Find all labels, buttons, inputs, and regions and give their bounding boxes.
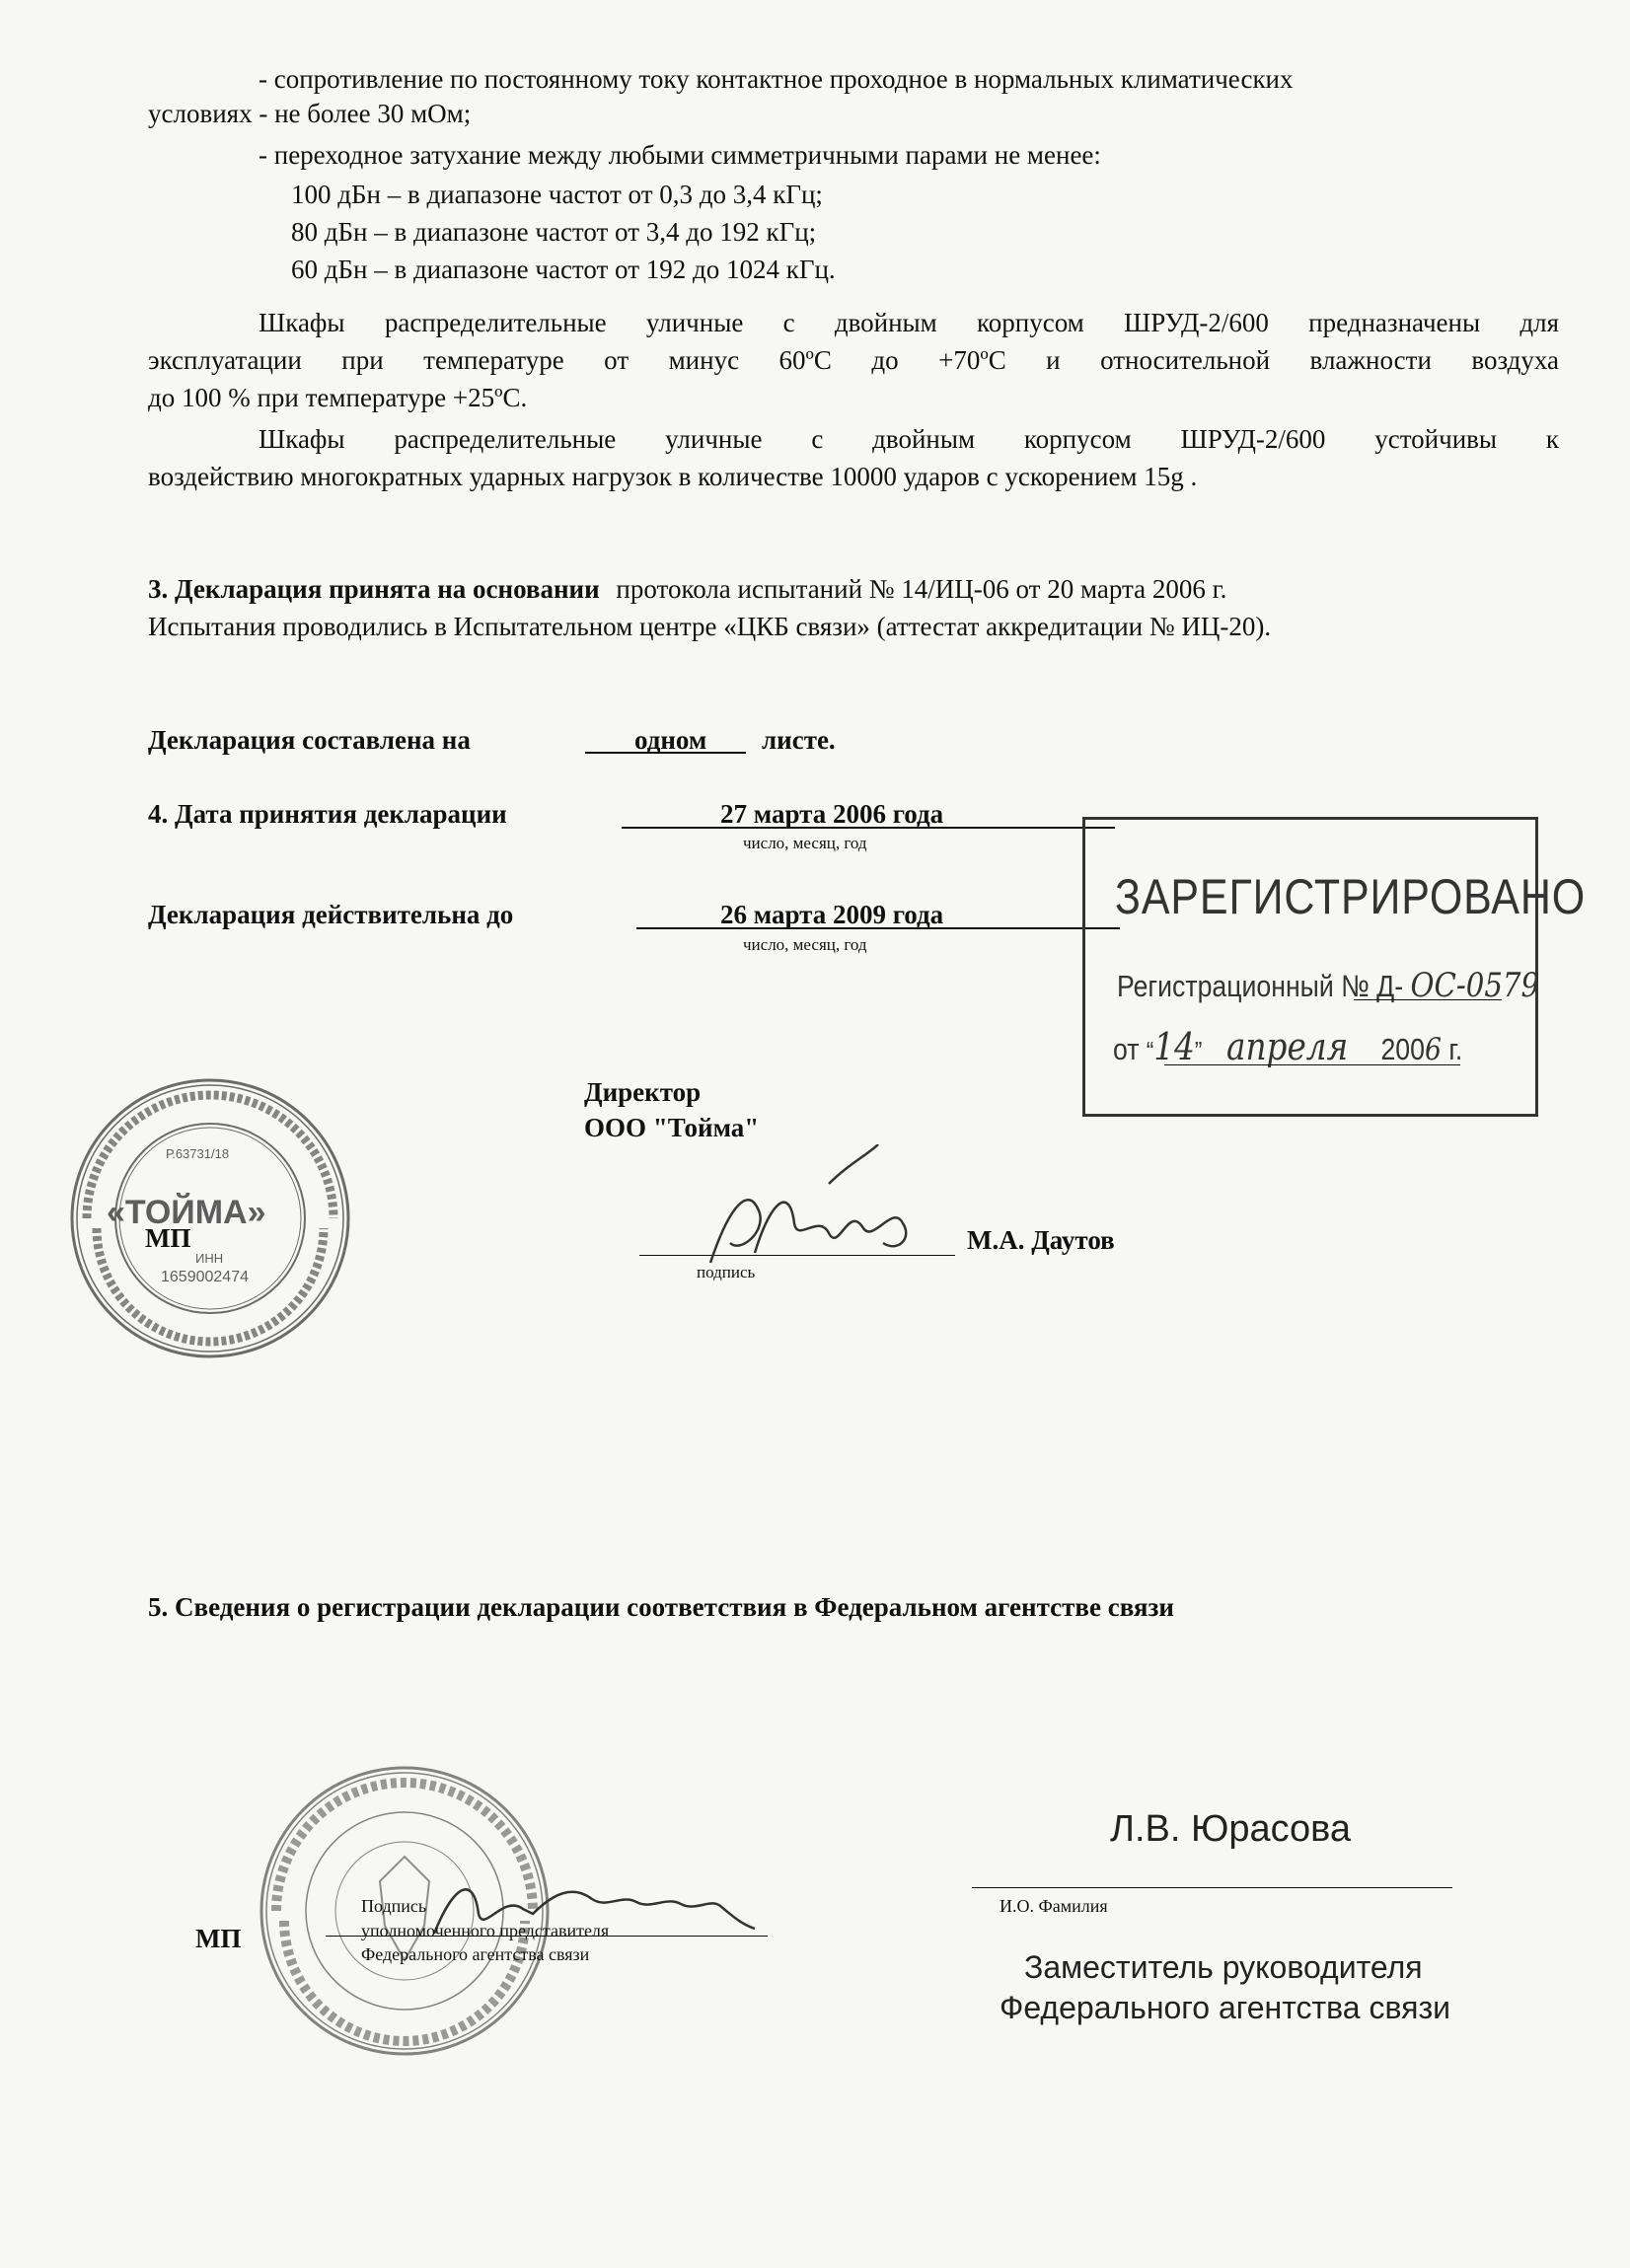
registered-stamp-year-suffix: г. [1448,1032,1463,1066]
sheets-suffix: листе. [762,725,836,755]
registered-stamp-month: апреля [1225,1025,1349,1068]
agency-signature-caption-3: Федерального агентства связи [361,1944,590,1964]
spec-line-80db: 80 дБн – в диапазоне частот от 3,4 до 192 кГц; [291,217,817,247]
spec-line-resistance-cont: условиях - не более 30 мОм; [148,99,472,128]
registered-stamp-from-label: от [1113,1032,1140,1066]
agency-signature-caption-2: уполномоченного представителя [361,1921,610,1940]
spec-line-attenuation: - переходное затухание между любыми симметричными парами не менее: [259,140,1101,170]
para-temperature-line2: эксплуатации при температуре от минус 60ºC до +70ºC и относительной влажности воздуха [148,345,1559,375]
director-org: ООО "Тойма" [584,1113,760,1142]
section-3-line2: Испытания проводились в Испытательном центре «ЦКБ связи» (аттестат аккредитации № ИЦ-20). [148,612,1272,641]
registered-stamp-date-underline [1164,1064,1460,1065]
section-3-heading: 3. Декларация принята на основании [148,574,600,604]
registered-stamp-year-prefix: 200 [1380,1032,1425,1066]
registered-stamp-number-underline [1354,999,1502,1000]
agency-official-name: Л.В. Юрасова [1110,1808,1352,1850]
spec-line-60db: 60 дБн – в диапазоне частот от 192 до 1024 кГц. [291,255,836,284]
section-3-protocol: протокола испытаний № 14/ИЦ-06 от 20 марта 2006 г. [616,574,1227,604]
agency-official-name-caption: И.О. Фамилия [1000,1896,1108,1916]
agency-official-position-2: Федерального агентства связи [1000,1990,1450,2025]
valid-label: Декларация действительна до [148,900,514,929]
company-seal-number: Р.63731/18 [166,1146,230,1161]
para-temperature-line1: Шкафы распределительные уличные с двойным корпусом ШРУД-2/600 предназначены для [259,308,1559,337]
sheets-label: Декларация составлена на [148,725,471,755]
director-title: Директор [584,1077,702,1107]
para-temperature-line3: до 100 % при температуре +25ºC. [148,383,528,412]
section-4-caption: число, месяц, год [743,834,867,852]
spec-line-resistance: - сопротивление по постоянному току контактное проходное в нормальных климатических [259,64,1294,94]
company-seal-inn: 1659002474 [161,1269,249,1285]
agency-official-position-1: Заместитель руководителя [1024,1949,1423,1985]
agency-official-underline [972,1887,1452,1888]
company-seal-name: «ТОЙМА» [107,1194,266,1231]
para-shock-line2: воздействию многократных ударных нагрузок в количестве 10000 ударов с ускорением 15g . [148,462,1198,491]
valid-date: 26 марта 2009 года [720,900,944,929]
director-mp: МП [145,1223,191,1253]
registered-stamp-date-row: от “14” апреля 2006 г. [1113,1025,1463,1068]
para-shock-line1: Шкафы распределительные уличные с двойным корпусом ШРУД-2/600 устойчивы к [259,424,1559,454]
company-seal [67,1075,353,1361]
director-name: М.А. Даутов [967,1225,1115,1255]
sheets-value: одном [634,725,707,755]
section-3-line1 [148,572,1226,606]
registered-stamp [1082,817,1587,1117]
spec-line-100db: 100 дБн – в диапазоне частот от 0,3 до 3,4 кГц; [291,180,823,209]
valid-caption: число, месяц, год [743,935,867,954]
agency-mp: МП [195,1924,242,1953]
registered-stamp-number: ОС-0579 [1410,966,1540,1005]
director-signature-icon [681,1144,957,1282]
agency-signature-caption-1: Подпись [361,1896,427,1916]
registered-stamp-title: ЗАРЕГИСТРИРОВАНО [1115,869,1587,924]
director-signature-caption: подпись [697,1263,756,1281]
section-4-label: 4. Дата принятия декларации [148,799,507,829]
section-5-title: 5. Сведения о регистрации декларации соответствия в Федеральном агентстве связи [148,1592,1174,1622]
registered-stamp-number-label: Регистрационный № Д- [1117,969,1404,1003]
company-seal-inn-label: ИНН [195,1251,224,1266]
registered-stamp-year-digit: 6 [1424,1032,1442,1067]
registered-stamp-day: 14 [1153,1025,1195,1068]
section-4-date: 27 марта 2006 года [720,799,944,829]
